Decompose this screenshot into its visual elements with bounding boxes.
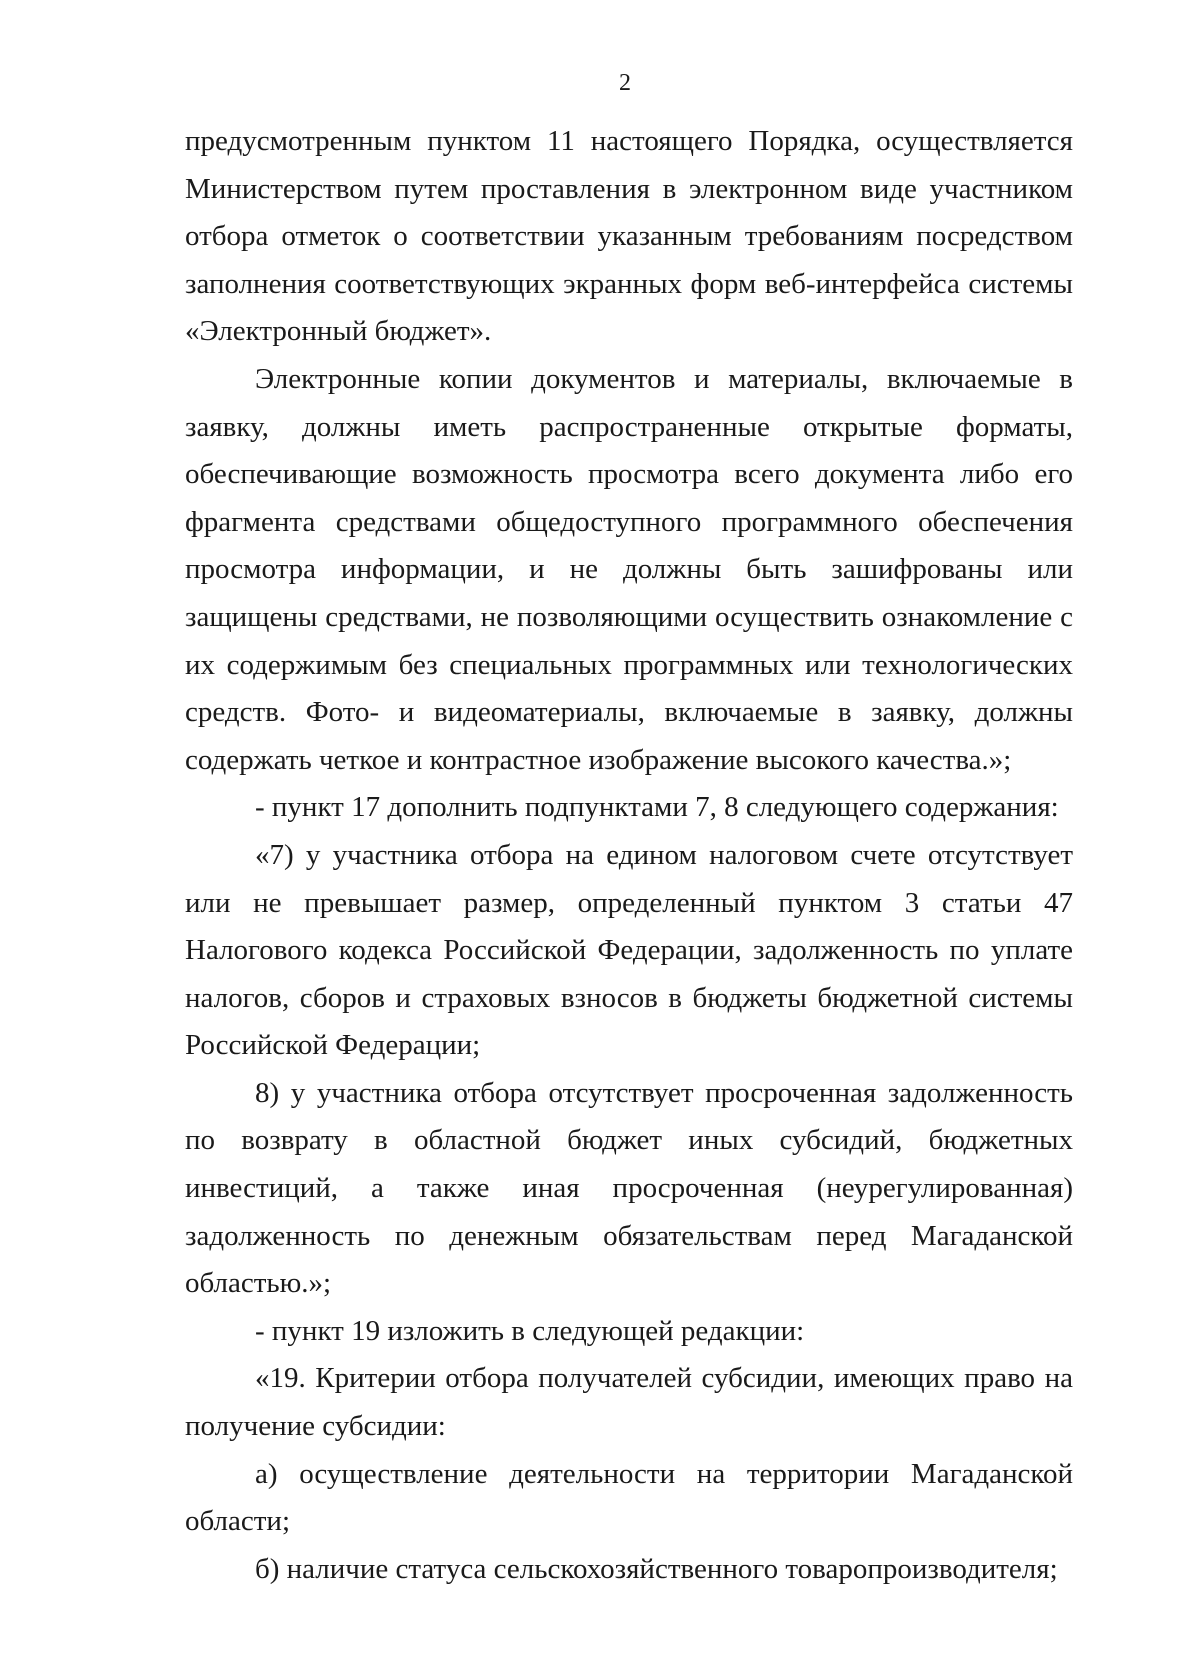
paragraph-subpoint-7: «7) у участника отбора на едином налоговом счете отсутствует или не превышает размер, определенный пунктом 3 статьи 47 Налогового кодекса Российской Федерации, задолженность по уплате налогов, сборов и страховых взносов в бюджеты бюджетной системы Российской Федерации; xyxy=(185,838,1073,1062)
paragraph-electronic-budget-check: предусмотренным пунктом 11 настоящего Порядка, осуществляется Министерством путем проставления в электронном виде участником отбора отметок о соответствии указанным требованиям посредством заполнения соответствующих экранных форм веб-интерфейса системы «Электронный бюджет». xyxy=(185,125,1073,348)
paragraph-point-19-criteria: «19. Критерии отбора получателей субсидии, имеющих право на получение субсидии: xyxy=(185,1362,1073,1443)
paragraph-criterion-b: б) наличие статуса сельскохозяйственного товаропроизводителя; xyxy=(255,1552,1058,1585)
paragraph-criterion-a: а) осуществление деятельности на территории Магаданской области; xyxy=(185,1457,1073,1538)
paragraph-electronic-copies: Электронные копии документов и материалы, включаемые в заявку, должны иметь распространенные открытые форматы, обеспечивающие возможность просмотра всего документа либо его фрагмента средствами общедоступного программного обеспечения просмотра информации, и не должны быть зашифрованы или защищены средствами, не позволяющими осуществить ознакомление с их содержимым без специальных программных или технологических средств. Фото- и видеоматериалы, включаемые в заявку, должны содержать четкое и контрастное изображение высокого качества.»; xyxy=(185,362,1073,776)
document-body xyxy=(185,118,1073,1593)
paragraph-amend-point-19: - пункт 19 изложить в следующей редакции: xyxy=(255,1314,805,1347)
page-number: 2 xyxy=(619,70,631,96)
paragraph-subpoint-8: 8) у участника отбора отсутствует просроченная задолженность по возврату в областной бюджет иных субсидий, бюджетных инвестиций, а также иная просроченная (неурегулированная) задолженность по денежным обязательствам перед Магаданской областью.»; xyxy=(185,1076,1073,1300)
paragraph-amend-point-17: - пункт 17 дополнить подпунктами 7, 8 следующего содержания: xyxy=(255,791,1059,824)
